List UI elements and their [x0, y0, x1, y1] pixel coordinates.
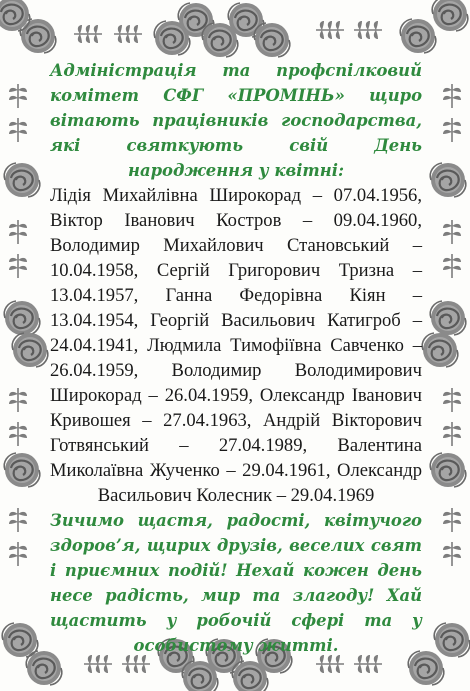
rose-icon: [12, 333, 48, 367]
rose-icon: [2, 623, 38, 657]
leaf-vine-icon: [443, 254, 461, 278]
leaf-vine-icon: [9, 508, 27, 532]
leaf-vine-icon: [443, 84, 461, 108]
wishes-paragraph: Зичимо щастя, радості, квітучого здоров’я, щирих друзів, веселих свят і приємних подій! Нехай кожен день несе радість, мир та злагоду! Хай щастить у робочій сфері та у особистому житті.: [50, 511, 422, 655]
leaf-vine-icon: [354, 21, 382, 39]
leaf-vine-icon: [114, 25, 142, 43]
leaf-vine-icon: [9, 254, 27, 278]
leaf-vine-icon: [74, 25, 102, 43]
rose-icon: [432, 0, 468, 31]
leaf-vine-icon: [443, 542, 461, 566]
rose-icon: [4, 301, 40, 335]
rose-icon: [434, 623, 470, 657]
rose-icon: [430, 453, 466, 487]
leaf-vine-icon: [9, 84, 27, 108]
leaf-vine-icon: [443, 388, 461, 412]
leaf-vine-icon: [316, 21, 344, 39]
leaf-vine-icon: [443, 508, 461, 532]
rose-icon: [430, 163, 466, 197]
leaf-vine-icon: [9, 422, 27, 446]
rose-icon: [4, 453, 40, 487]
leaf-vine-icon: [443, 422, 461, 446]
right-border: [422, 84, 466, 566]
rose-icon: [4, 163, 40, 197]
leaf-vine-icon: [443, 220, 461, 244]
leaf-vine-icon: [9, 388, 27, 412]
rose-icon: [400, 19, 436, 53]
birthday-list: Лідія Михайлівна Широкорад – 07.04.1956, Віктор Іванович Костров – 09.04.1960, Володимир Михайлович Становський – 10.04.1958, Сергій Григорович Тризна – 13.04.1957, Ганна Федорівна Кіян – 13.04.1954, Георгій Васильович Катигроб – 24.04.1941, Людмила Тимофіївна Савченко – 26.04.1959, Володимир Володимирович Широкорад – 26.04.1959, Олександр Іванович Кривошея – 27.04.1963, Андрій Вікторович Готвянський – 27.04.1989, Валентина Миколаївна Жученко – 29.04.1961, Олександр Васильович Колесник – 29.04.1969: [50, 185, 422, 506]
leaf-vine-icon: [9, 220, 27, 244]
leaf-vine-icon: [9, 542, 27, 566]
top-border: [0, 0, 468, 57]
text-area: [50, 58, 422, 658]
leaf-vine-icon: [9, 118, 27, 142]
leaf-vine-icon: [443, 118, 461, 142]
left-border: [4, 84, 48, 566]
greeting-paragraph: Адміністрація та профспілковий комітет СФГ «ПРОМІНЬ» щиро вітають працівників господарства, які святкують свій День народження у квітні:: [50, 61, 422, 180]
rose-icon: [422, 333, 458, 367]
rose-icon: [430, 301, 466, 335]
